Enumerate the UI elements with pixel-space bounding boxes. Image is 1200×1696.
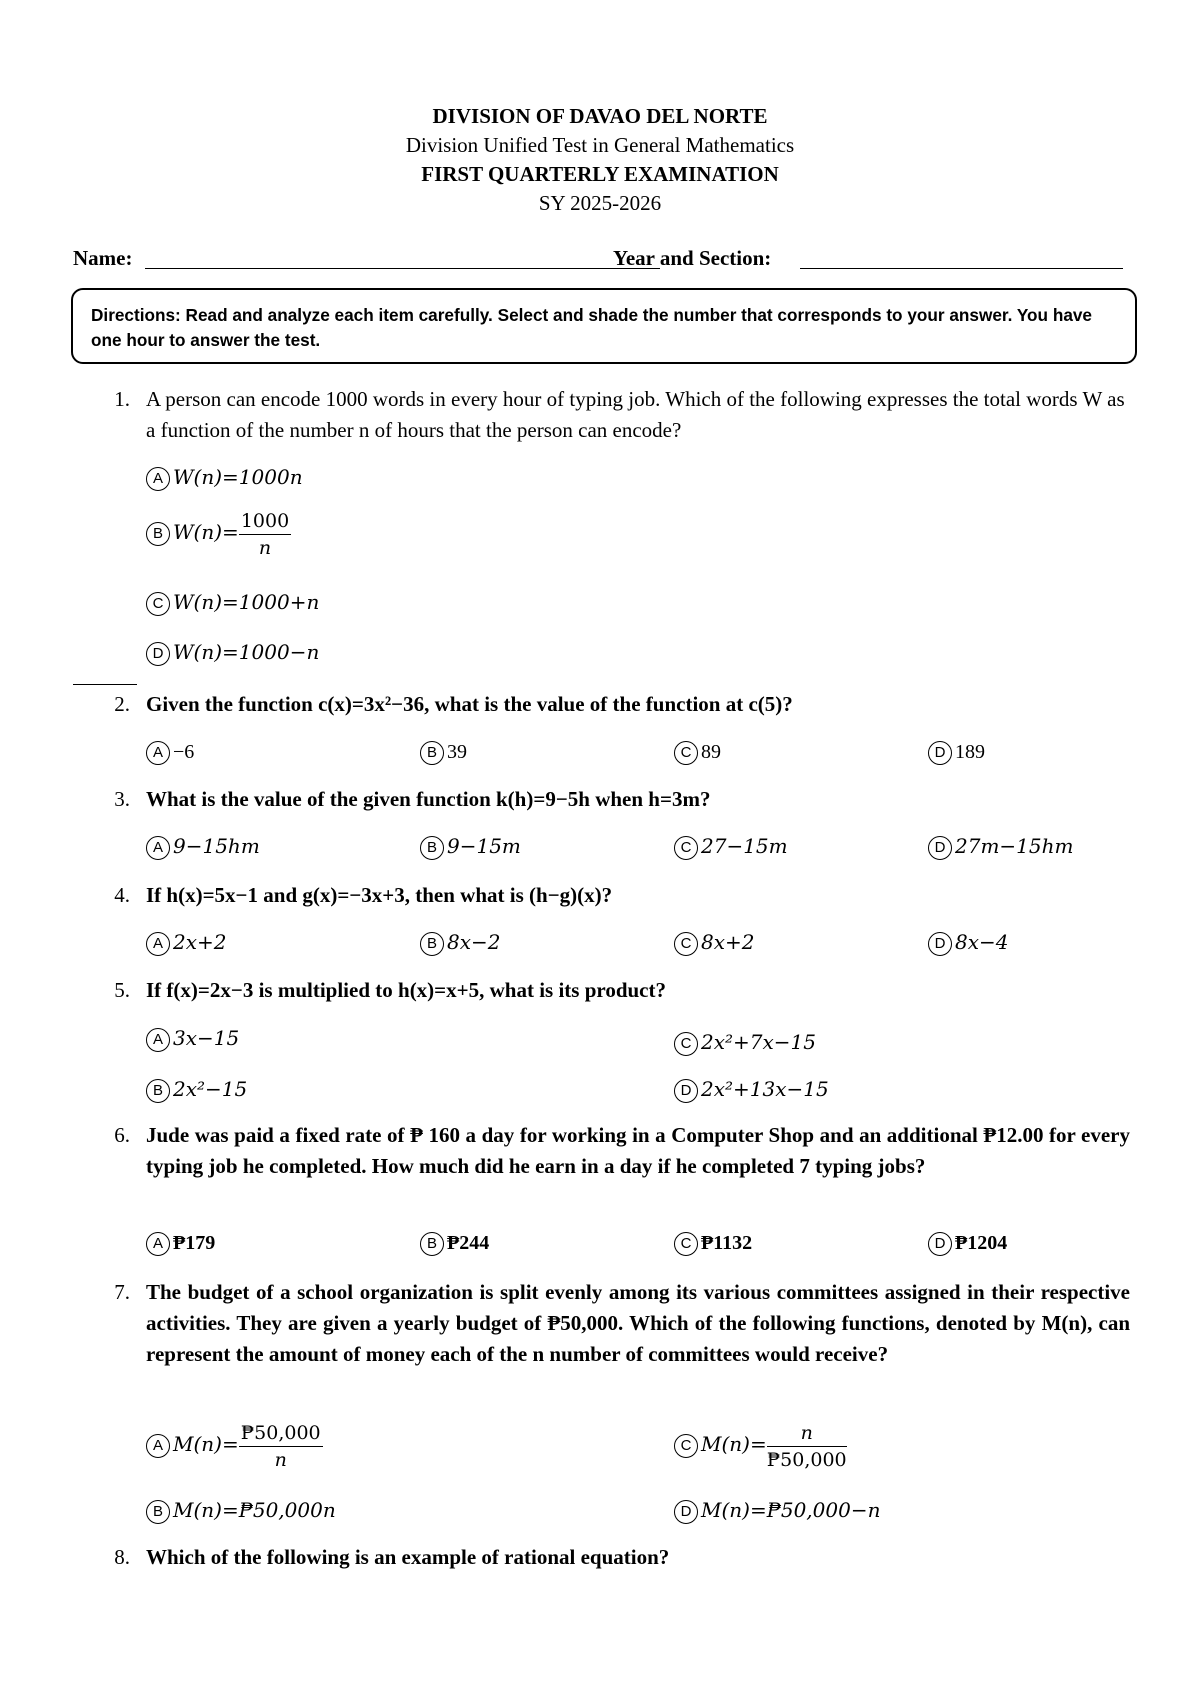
bubble-d[interactable]: D xyxy=(928,836,952,860)
option-5c[interactable] xyxy=(674,1027,816,1058)
option-text: 3x−15 xyxy=(173,1026,240,1050)
option-3a[interactable] xyxy=(146,831,260,862)
option-text: ₱1204 xyxy=(955,1232,1008,1254)
bubble-c[interactable]: C xyxy=(674,1032,698,1056)
option-6b[interactable] xyxy=(420,1228,489,1258)
option-5d[interactable] xyxy=(674,1074,829,1105)
option-4b[interactable] xyxy=(420,927,501,958)
question-stem: If h(x)=5x−1 and g(x)=−3x+3, then what is (h−g)(x)? xyxy=(146,883,613,907)
option-1d[interactable] xyxy=(146,637,319,668)
exam-title: FIRST QUARTERLY EXAMINATION xyxy=(421,162,779,186)
question-number: 1. xyxy=(114,387,130,411)
option-text: W(n)=1000n xyxy=(173,465,303,489)
bubble-a[interactable]: A xyxy=(146,1028,170,1052)
numerator: 1000 xyxy=(239,508,291,535)
school-year: SY 2025-2026 xyxy=(538,191,662,215)
question-number: 4. xyxy=(114,883,130,907)
bubble-d[interactable]: D xyxy=(674,1500,698,1524)
bubble-b[interactable]: B xyxy=(420,932,444,956)
section-field[interactable] xyxy=(800,268,1123,269)
option-7a[interactable] xyxy=(146,1420,323,1473)
option-1c[interactable] xyxy=(146,587,319,618)
option-5b[interactable] xyxy=(146,1074,247,1105)
question-stem: The budget of a school organization is split evenly among its various committees assigned in their respective activities. They are given a yearly budget of ₱50,000. Which of the following functions, denoted by M(n), can represent the amount of money each of the n number of committees would receive? xyxy=(146,1280,1130,1366)
question-stem: If f(x)=2x−3 is multiplied to h(x)=x+5, what is its product? xyxy=(146,978,666,1002)
bubble-c[interactable]: C xyxy=(674,1232,698,1256)
bubble-c[interactable]: C xyxy=(146,592,170,616)
option-text: 2x²+7x−15 xyxy=(701,1030,816,1054)
question-stem: What is the value of the given function k(h)=9−5h when h=3m? xyxy=(146,787,711,811)
separator-line xyxy=(73,684,137,685)
option-4c[interactable] xyxy=(674,927,755,958)
bubble-b[interactable]: B xyxy=(146,1079,170,1103)
option-1a[interactable] xyxy=(146,462,303,493)
option-1b[interactable] xyxy=(146,508,291,561)
question-stem: A person can encode 1000 words in every hour of typing job. Which of the following expresses the total words W as a function of the number n of hours that the person can encode? xyxy=(146,387,1125,442)
option-text: 2x+2 xyxy=(173,930,227,954)
option-6d[interactable] xyxy=(928,1228,1007,1258)
bubble-a[interactable]: A xyxy=(146,1434,170,1458)
bubble-b[interactable]: B xyxy=(420,741,444,765)
section-label: Year and Section: xyxy=(613,246,772,270)
bubble-a[interactable]: A xyxy=(146,467,170,491)
bubble-b[interactable]: B xyxy=(420,836,444,860)
fraction xyxy=(239,1420,323,1473)
bubble-c[interactable]: C xyxy=(674,1434,698,1458)
option-6c[interactable] xyxy=(674,1228,752,1258)
bubble-d[interactable]: D xyxy=(928,1232,952,1256)
bubble-a[interactable]: A xyxy=(146,932,170,956)
bubble-b[interactable]: B xyxy=(146,522,170,546)
directions-text: Directions: Read and analyze each item carefully. Select and shade the number that corresponds to your answer. You have one hour to answer the test. xyxy=(91,305,1092,350)
question-number: 3. xyxy=(114,787,130,811)
option-7b[interactable] xyxy=(146,1495,336,1526)
option-text: 8x−4 xyxy=(955,930,1009,954)
option-text: 189 xyxy=(955,741,985,763)
option-2a[interactable] xyxy=(146,737,194,767)
bubble-a[interactable]: A xyxy=(146,741,170,765)
bubble-b[interactable]: B xyxy=(146,1500,170,1524)
option-2c[interactable] xyxy=(674,737,721,767)
question-number: 7. xyxy=(114,1280,130,1304)
denominator: n xyxy=(258,537,272,559)
fraction xyxy=(767,1420,847,1473)
option-text: M(n)=₱50,000−n xyxy=(701,1498,881,1522)
bubble-d[interactable]: D xyxy=(674,1079,698,1103)
option-text: 27−15m xyxy=(701,834,788,858)
option-6a[interactable] xyxy=(146,1228,215,1258)
directions-box xyxy=(71,288,1137,364)
fraction xyxy=(239,508,291,561)
option-7d[interactable] xyxy=(674,1495,880,1526)
question-stem: Given the function c(x)=3x²−36, what is the value of the function at c(5)? xyxy=(146,692,793,716)
option-text: 8x−2 xyxy=(447,930,501,954)
question-stem: Jude was paid a fixed rate of ₱ 160 a day for working in a Computer Shop and an additional ₱12.00 for every typing job he completed. How much did he earn in a day if he completed 7 typing jobs? xyxy=(146,1123,1130,1178)
question-number: 8. xyxy=(114,1545,130,1569)
bubble-c[interactable]: C xyxy=(674,741,698,765)
option-text: M(n)= xyxy=(173,1432,239,1457)
option-text: M(n)=₱50,000n xyxy=(173,1498,336,1522)
bubble-a[interactable]: A xyxy=(146,1232,170,1256)
name-label: Name: xyxy=(73,246,133,270)
division-title: DIVISION OF DAVAO DEL NORTE xyxy=(432,104,768,128)
option-text: 2x²+13x−15 xyxy=(701,1077,829,1101)
question-stem: Which of the following is an example of rational equation? xyxy=(146,1545,670,1569)
bubble-c[interactable]: C xyxy=(674,932,698,956)
option-3d[interactable] xyxy=(928,831,1073,862)
option-text: W(n)=1000−n xyxy=(173,640,320,664)
question-number: 2. xyxy=(114,692,130,716)
denominator: n xyxy=(274,1449,287,1471)
numerator: n xyxy=(767,1420,847,1447)
question-number: 5. xyxy=(114,978,130,1002)
option-text: ₱1132 xyxy=(701,1232,753,1254)
option-text: 89 xyxy=(701,741,721,763)
option-7c[interactable] xyxy=(674,1420,847,1473)
exam-header xyxy=(0,102,1200,218)
option-text: W(n)=1000+n xyxy=(173,590,320,614)
option-text: 2x²−15 xyxy=(173,1077,248,1101)
option-4a[interactable] xyxy=(146,927,227,958)
option-text: 39 xyxy=(447,741,467,763)
option-text: 27m−15hm xyxy=(955,834,1074,858)
name-field[interactable] xyxy=(145,268,660,269)
bubble-b[interactable]: B xyxy=(420,1232,444,1256)
option-text: 8x+2 xyxy=(701,930,755,954)
bubble-c[interactable]: C xyxy=(674,836,698,860)
bubble-d[interactable]: D xyxy=(146,642,170,666)
option-2b[interactable] xyxy=(420,737,467,767)
question-number: 6. xyxy=(114,1123,130,1147)
option-3c[interactable] xyxy=(674,831,788,862)
option-3b[interactable] xyxy=(420,831,521,862)
option-text: M(n)= xyxy=(701,1432,767,1457)
option-text: 9−15hm xyxy=(173,834,260,858)
denominator: ₱50,000 xyxy=(766,1449,847,1471)
option-text: 9−15m xyxy=(447,834,521,858)
bubble-d[interactable]: D xyxy=(928,932,952,956)
numerator: ₱50,000 xyxy=(239,1420,323,1447)
option-2d[interactable] xyxy=(928,737,985,767)
option-text: −6 xyxy=(173,741,195,763)
test-title: Division Unified Test in General Mathematics xyxy=(405,133,795,157)
option-5a[interactable] xyxy=(146,1023,239,1054)
option-4d[interactable] xyxy=(928,927,1009,958)
option-text: ₱179 xyxy=(173,1232,216,1254)
option-text: W(n)= xyxy=(173,520,239,545)
option-text: ₱244 xyxy=(447,1232,490,1254)
bubble-d[interactable]: D xyxy=(928,741,952,765)
bubble-a[interactable]: A xyxy=(146,836,170,860)
